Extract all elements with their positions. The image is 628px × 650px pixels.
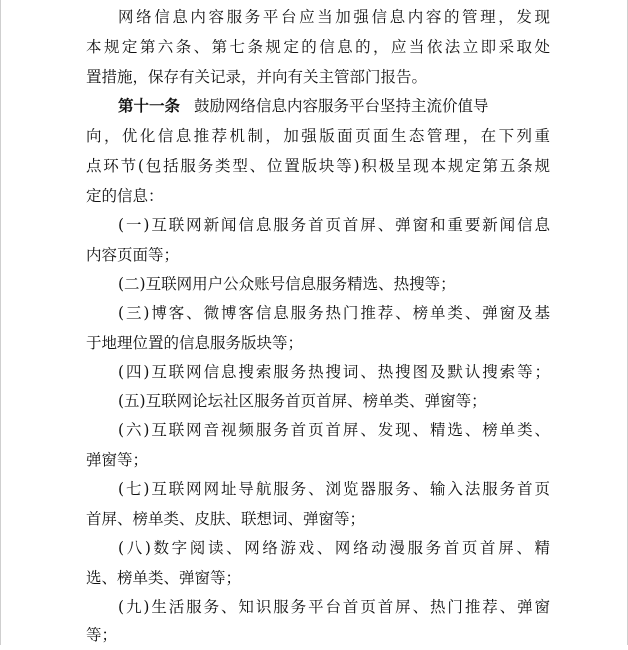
item-9-line-2: 等； <box>86 626 118 644</box>
article11-line-3: 点环节(包括服务类型、位置版块等)积极呈现本规定第五条规 <box>86 157 550 175</box>
para1-line-2: 本规定第六条、第七条规定的信息的，应当依法立即采取处 <box>86 38 550 56</box>
item-7-line-1: (七)互联网网址导航服务、浏览器服务、输入法服务首页 <box>118 480 550 498</box>
para1-line-3: 置措施，保存有关记录，并向有关主管部门报告。 <box>86 68 428 86</box>
item-4-line-1: (四)互联网信息搜索服务热搜词、热搜图及默认搜索等； <box>118 363 550 381</box>
article11-label: 第十一条 <box>118 96 181 115</box>
item-8-line-1: (八)数字阅读、网络游戏、网络动漫服务首页首屏、精 <box>118 539 550 557</box>
item-9-line-1: (九)生活服务、知识服务平台首页首屏、热门推荐、弹窗 <box>118 598 550 616</box>
item-7-line-2: 首屏、榜单类、皮肤、联想词、弹窗等； <box>86 510 366 528</box>
item-8-line-2: 选、榜单类、弹窗等； <box>86 569 242 587</box>
item-3-line-2: 于地理位置的信息服务版块等； <box>86 334 304 352</box>
item-1-line-2: 内容页面等； <box>86 246 180 264</box>
para1-line-1: 网络信息内容服务平台应当加强信息内容的管理，发现 <box>118 8 550 26</box>
article11-first-line <box>118 91 550 121</box>
item-2-line-1: (二)互联网用户公众账号信息服务精选、热搜等； <box>118 275 456 293</box>
item-3-line-1: (三)博客、微博客信息服务热门推荐、榜单类、弹窗及基 <box>118 304 550 322</box>
item-6-line-2: 弹窗等； <box>86 451 149 469</box>
article11-line-4: 定的信息： <box>86 187 164 205</box>
article11-line-2: 向，优化信息推荐机制，加强版面页面生态管理，在下列重 <box>86 127 550 145</box>
page-border-left <box>0 0 1 645</box>
article11-line-1-text: 鼓励网络信息内容服务平台坚持主流价值导 <box>194 97 489 115</box>
item-1-line-1: (一)互联网新闻信息服务首页首屏、弹窗和重要新闻信息 <box>118 216 550 234</box>
item-5-line-1: (五)互联网论坛社区服务首页首屏、榜单类、弹窗等； <box>118 392 487 410</box>
item-6-line-1: (六)互联网音视频服务首页首屏、发现、精选、榜单类、 <box>118 421 550 439</box>
